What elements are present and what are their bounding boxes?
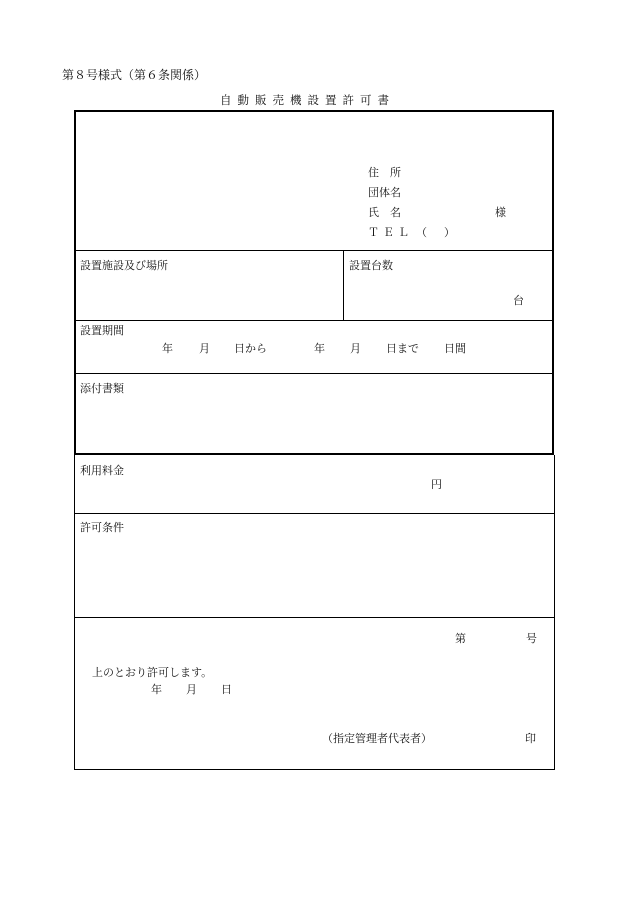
divider-period (75, 373, 554, 374)
tel-label: ＴＥＬ (368, 226, 413, 239)
permit-month: 月 (186, 683, 197, 696)
period-label: 設置期間 (80, 324, 124, 337)
permit-day: 日 (221, 683, 232, 696)
tel-paren-open: （ (416, 226, 427, 239)
document-title: 自動販売機設置許可書 (220, 93, 395, 107)
permit-number-prefix: 第 (455, 632, 466, 645)
divider-fee (74, 513, 555, 514)
period-days: 日間 (444, 342, 466, 355)
period-day-until: 日まで (386, 342, 419, 355)
divider-applicant (75, 250, 554, 251)
fee-label: 利用料金 (80, 464, 124, 477)
application-section-frame (74, 110, 554, 455)
seal-mark: 印 (525, 732, 536, 745)
tel-paren-close: ） (444, 226, 455, 239)
unit-count-label: 設置台数 (349, 259, 393, 272)
permit-section-frame (74, 455, 555, 770)
permit-number-suffix: 号 (526, 632, 537, 645)
period-month-until: 月 (350, 342, 361, 355)
divider-conditions (74, 617, 555, 618)
permit-year: 年 (151, 683, 162, 696)
form-number: 第８号様式（第６条関係） (62, 68, 207, 82)
period-year-from: 年 (162, 342, 173, 355)
permit-statement: 上のとおり許可します。 (92, 666, 213, 679)
divider-facility (75, 320, 554, 321)
honorific: 様 (495, 206, 506, 219)
address-label: 住 所 (368, 166, 401, 179)
period-month-from: 月 (199, 342, 210, 355)
period-day-from: 日から (234, 342, 267, 355)
facility-location-label: 設置施設及び場所 (80, 259, 168, 272)
unit-count-suffix: 台 (513, 294, 524, 307)
attachments-label: 添付書類 (80, 382, 124, 395)
divider-facility-units (343, 250, 344, 320)
period-year-until: 年 (314, 342, 325, 355)
group-name-label: 団体名 (368, 186, 401, 199)
name-label: 氏 名 (368, 206, 401, 219)
conditions-label: 許可条件 (80, 521, 124, 534)
authority-label: （指定管理者代表者） (322, 732, 432, 745)
fee-unit: 円 (431, 478, 442, 491)
